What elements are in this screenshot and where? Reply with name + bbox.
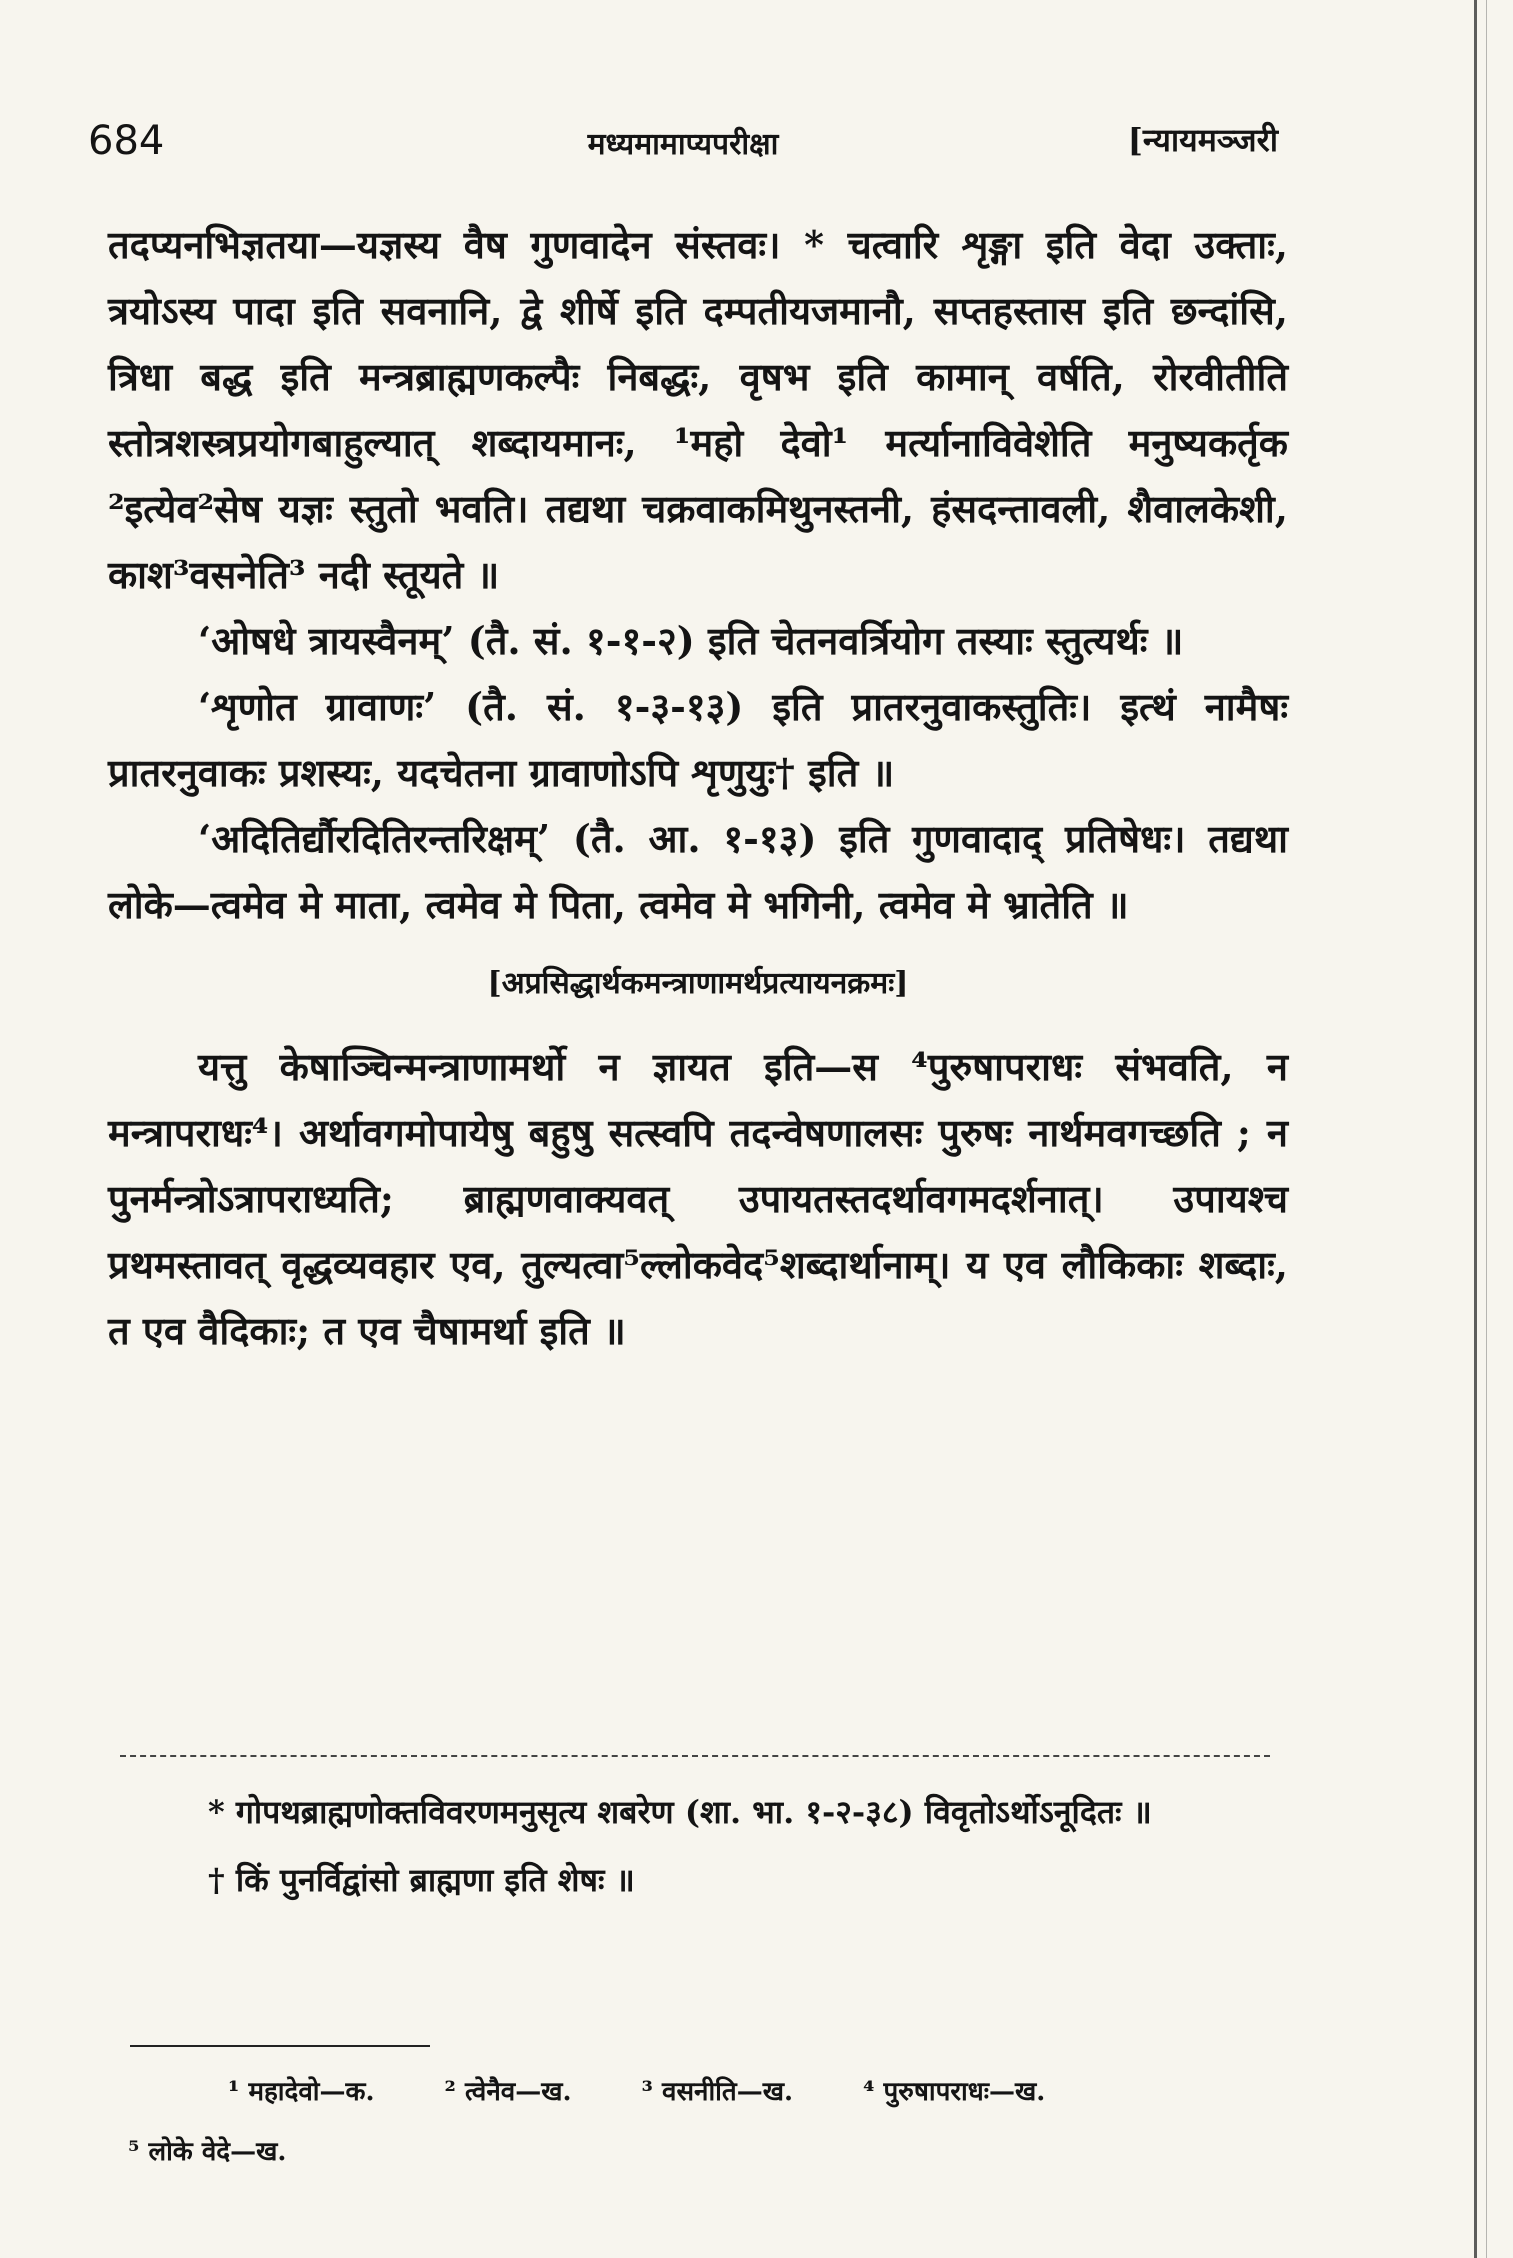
footnote-row xyxy=(108,2122,1288,2182)
footnotes xyxy=(108,2062,1288,2182)
footnote-1: ¹ महादेवो—क. xyxy=(228,2077,375,2107)
paragraph-4: ‘अदितिर्द्यौरदितिरन्तरिक्षम्’ (तै. आ. १-१३) इति गुणवादाद् प्रतिषेधः। तद्यथा लोके—त्वमेव मे माता, त्वमेव मे पिता, त्वमेव मे भगिनी, त्वमेव मे भ्रातेति ॥ xyxy=(108,816,1288,927)
binding-edge xyxy=(1474,0,1477,2258)
binding-edge-shadow xyxy=(1486,0,1487,2258)
note-asterisk: * गोपथब्राह्मणोक्तविवरणमनुसृत्य शबरेण (शा. भा. १-२-३८) विवृतोऽर्थोऽनूदितः ॥ xyxy=(208,1793,1152,1831)
page-number: 684 xyxy=(88,118,165,164)
section-label: [न्यायमञ्जरी xyxy=(1127,121,1278,159)
section-heading: [अप्रसिद्धार्थकमन्त्राणामर्थप्रत्यायनक्रमः] xyxy=(487,966,909,1001)
footnote-5: ⁵ लोके वेदे—ख. xyxy=(128,2137,287,2167)
notes-divider xyxy=(120,1755,1270,1757)
paragraph-3: ‘शृणोत ग्रावाणः’ (तै. सं. १-३-१३) इति प्रातरनुवाकस्तुतिः। इत्थं नामैषः प्रातरनुवाकः प्रशस्यः, यदचेतना ग्रावाणोऽपि शृणुयुः† इति ॥ xyxy=(108,684,1288,795)
running-title: मध्यमामाप्यपरीक्षा xyxy=(587,127,779,162)
paragraph-2: ‘ओषधे त्रायस्वैनम्’ (तै. सं. १-१-२) इति चेतनवर्त्रियोग तस्याः स्तुत्यर्थः ॥ xyxy=(198,618,1184,663)
main-text xyxy=(108,212,1288,1364)
footnote-rule xyxy=(130,2045,430,2047)
editor-notes xyxy=(108,1778,1288,1914)
footnote-2: ² त्वेनैव—ख. xyxy=(444,2077,572,2107)
paragraph-1: तदप्यनभिज्ञतया—यज्ञस्य वैष गुणवादेन संस्तवः। * चत्वारि शृङ्गा इति वेदा उक्ताः, त्रयोऽस्य पादा इति सवनानि, द्वे शीर्षे इति दम्पतीयजमानौ, सप्तहस्तास इति छन्दांसि, त्रिधा बद्ध इति मन्त्रब्राह्मणकल्पैः निबद्धः, वृषभ इति कामान् वर्षति, रोरवीतीति स्तोत्रशस्त्रप्रयोगबाहुल्यात् शब्दायमानः, ¹महो देवो¹ मर्त्यानाविवेशेति मनुष्यकर्तृक ²इत्येव²सेष यज्ञः स्तुतो भवति। तद्यथा चक्रवाकमिथुनस्तनी, हंसदन्तावली, शैवालकेशी, काश³वसनेति³ नदी स्तूयते ॥ xyxy=(108,222,1288,597)
footnote-row xyxy=(108,2062,1288,2122)
page-header xyxy=(88,118,1278,178)
paragraph-5: यत्तु केषाञ्चिन्मन्त्राणामर्थो न ज्ञायत इति—स ⁴पुरुषापराधः संभवति, न मन्त्रापराधः⁴। अर्थावगमोपायेषु बहुषु सत्स्वपि तदन्वेषणालसः पुरुषः नार्थमवगच्छति ; न पुनर्मन्त्रोऽत्रापराध्यति; ब्राह्मणवाक्यवत् उपायतस्तदर्थावगमदर्शनात्। उपायश्च प्रथमस्तावत् वृद्धव्यवहार एव, तुल्यत्वा⁵ल्लोकवेद⁵शब्दार्थानाम्। य एव लौकिकाः शब्दाः, त एव वैदिकाः; त एव चैषामर्था इति ॥ xyxy=(108,1044,1288,1353)
footnote-3: ³ वसनीति—ख. xyxy=(641,2077,794,2107)
note-dagger: † किं पुनर्विद्वांसो ब्राह्मणा इति शेषः ॥ xyxy=(208,1861,635,1899)
footnote-4: ⁴ पुरुषापराधः—ख. xyxy=(863,2077,1046,2107)
